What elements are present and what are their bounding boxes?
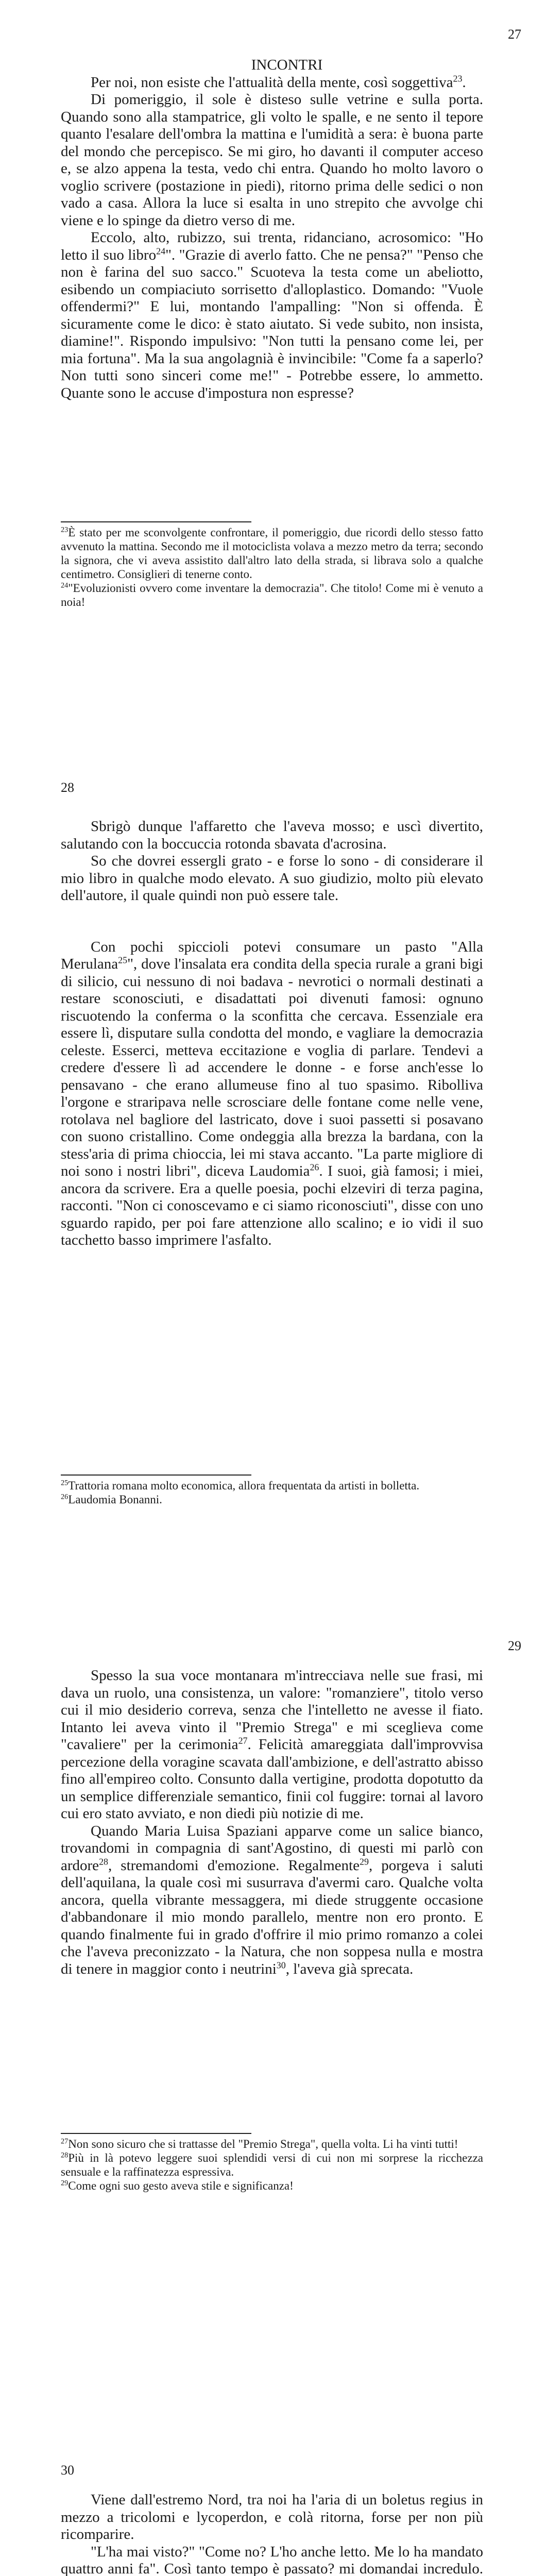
page-30 [0,2463,546,2576]
page-28 [0,773,546,1597]
text-run: Come ogni suo gesto aveva stile e significanza! [68,2179,294,2192]
page-27 [0,0,546,721]
paragraph [61,818,483,853]
footnote [61,2179,483,2193]
text-run: Con pochi spiccioli potevi consumare un pasto "Alla Merulana [61,938,483,972]
text-run: Spesso la sua voce montanara m'intrecciava nelle sue frasi, mi dava un ruolo, una consistenza, un valore: "romanziere", titolo verso cui il mio desiderio correva, senza che l'intelletto ne avesse il fiato. Intanto lei aveva vinto il "Premio Strega" e mi sceglieva come "cavaliere" per la cerimonia [61,1667,483,1753]
note-ref: 28 [99,1856,109,1867]
page-body [61,1667,483,1978]
note-ref: 25 [61,1479,69,1487]
note-ref: 27 [238,1735,248,1746]
paragraph [61,91,483,229]
text-run: , stremandomi d'emozione. Regalmente [108,1857,360,1874]
footnotes [61,1479,483,1506]
note-ref: 23 [453,73,463,83]
text-run: So che dovrei essergli grato - e forse lo sono - di considerare il mio libro in qualche modo elevato. A suo giudizio, molto più elevato dell'autore, il quale quindi non può essere tale. [61,853,483,904]
page-number: 27 [508,27,521,42]
text-run: Eccolo, alto, rubizzo, sui trenta, ridanciano, acrosomico: "Ho letto il suo libro [61,229,483,263]
paragraph [61,2492,483,2544]
text-run: È stato per me sconvolgente confrontare, il pomeriggio, due ricordi dello stesso fatto avvenuto la mattina. Secondo me il motociclista volava a mezzo metro da terra; secondo la signora, che vi aveva assistito dall'altro lato della strada, si librava solo a qualche centimetro. Consiglieri di tenerne conto. [61,526,483,581]
note-ref: 27 [61,2137,69,2146]
note-ref: 26 [61,1493,69,1501]
text-run: "L'ha mai visto?" "Come no? L'ho anche letto. Me lo ha mandato quattro anni fa". Così tanto tempo è passato? mi domandai incredulo. [61,2543,483,2576]
text-run: , porgeva i saluti dell'aquilana, la quale così mi susurrava d'avermi caro. Qualche volta ancora, quella vibrante messaggera, mi diede struggente occasione d'abbandonare il mio mondo parallelo, mentre non ero pronto. E quando finalmente fui in grado d'offrire il mio primo romanzo a colei che l'aveva preconizzato - la Natura, che non soppesa nulla e mostra di tenere in maggior conto i neutrini [61,1857,484,1977]
page-number: 28 [61,780,74,795]
text-run: "Evoluzionisti ovvero come inventare la democrazia". Che titolo! Come mi è venuto a noia! [61,582,483,608]
text-run: . [462,74,466,91]
page-body [61,2492,483,2576]
footnotes [61,526,483,609]
text-run: Trattoria romana molto economica, allora frequentata da artisti in bolletta. [68,1479,420,1492]
text-run: Per noi, non esiste che l'attualità della mente, così soggettiva [91,74,453,91]
paragraph [61,1667,483,1823]
paragraph [61,74,483,92]
footnote [61,1479,483,1493]
note-ref: 25 [118,955,128,965]
paragraph [61,853,483,905]
text-run: , l'aveva già sprecata. [285,1960,414,1977]
text-run: Di pomeriggio, il sole è disteso sulle vetrine e sulla porta. Quando sono alla stampatrice, gli volto le spalle, e ne sento il tepore quanto l'esalare dell'ombra la mattina e l'umidità a sera: è buona parte del mondo che percepisco. Se mi giro, ho davanti il computer acceso e, se alzo appena la testa, vedo chi entra. Quando ho molto lavoro o voglio scrivere (postazione in piedi), ritorno prima delle sedici o non vado a casa. Allora la luce si esalta in uno strepito che avvolge chi viene e lo spinge da dietro verso di me. [61,91,483,229]
footnote [61,526,483,581]
footnote-rule [61,2133,251,2134]
text-run: Più in là potevo leggere suoi splendidi versi di cui non mi sorprese la ricchezza sensuale e la raffinatezza espressiva. [61,2151,483,2178]
text-run: ", dove l'insalata era condita della specia rurale a grani bigi di silicio, cui nessuno di noi badava - nevrotici o normali destinati a restare sconosciuti, e disadattati poi divenuti famosi: ognuno riscuotendo la conferma o la sconfitta che cercava. Essenziale era essere lì, disputare sulla condotta del mondo, e vagliare la democrazia celeste. Esserci, metteva eccitazione e voglia di parlare. Tendevi a credere d'essere lì ad accendere le donne - e forse anch'esse lo pensavano - che erano allumeuse fino al tuo spasimo. Ribolliva l'orgone e straripava nelle scrosciare delle fontane come nelle vene, rotolava nel bagliore del lastricato, dove i suoi passetti si posavano con suono cristallino. Come ondeggia alla brezza la bardana, con la stess'aria di prima chioccia, lei mi stava accanto. "La parte migliore di noi sono i nostri libri", diceva Laudomia [61,956,483,1179]
page-body [61,57,483,402]
text-run: Sbrigò dunque l'affaretto che l'aveva mosso; e uscì divertito, salutando con la boccuccia rotonda sbavata d'acrosina. [61,818,483,852]
footnotes [61,2137,483,2193]
note-ref: 26 [310,1162,319,1173]
text-run: ". "Grazie di averlo fatto. Che ne pensa?" "Penso che non è farina del suo sacco." Scuoteva la testa come un abeliotto, esibendo un compiaciuto sorrisetto d'alloplastico. Domando: "Vuole offendermi?" E lui, montando l'ampalling: "Non si offenda. È sicuramente come le dico: è stato aiutato. Si vede subito, non insista, diamine!". Rispondo impulsivo: "Non tutti la pensano come lei, per mia fortuna". Ma la sua angolagnià è invincibile: "Come fa a saperlo? Non tutti sono sinceri come me!" - Potrebbe essere, lo ammetto. Quante sono le accuse d'impostura non espresse? [61,246,483,401]
page-number: 29 [508,1638,521,1653]
paragraph [61,2544,483,2576]
footnote [61,1493,483,1506]
footnote-rule [61,1475,251,1476]
note-ref: 30 [276,1959,286,1970]
note-ref: 24 [61,581,69,590]
text-run: Viene dall'estremo Nord, tra noi ha l'aria di un boletus regius in mezzo a tricolomi e lycoperdon, e colà ritorna, forse per non più ricomparire. [61,2492,483,2543]
page-number: 30 [61,2463,74,2478]
note-ref: 24 [156,245,166,256]
note-ref: 29 [61,2179,69,2188]
paragraph [61,1823,483,1978]
note-ref: 28 [61,2151,69,2160]
note-ref: 23 [61,526,69,534]
footnote [61,2137,483,2151]
page-29 [0,1638,546,2432]
chapter-title: INCONTRI [251,57,323,73]
paragraph [61,939,483,1249]
text-run: . I suoi, già famosi; i miei, ancora da scrivere. Era a quelle poesia, pochi elzeviri di terza pagina, racconti. "Non ci conoscevamo e ci siamo riconosciuti", disse con uno sguardo rapido, per poi fare attenzione allo scalino; e io vidi il suo tacchetto basso imprimere l'asfalto. [61,1163,483,1248]
note-ref: 29 [359,1856,369,1867]
footnote-rule [61,521,251,522]
footnote [61,2151,483,2179]
section-gap [61,905,483,939]
text-run: . Felicità amareggiata dall'improvvisa percezione della voragine scavata dall'ambizione, e dell'astratto abisso fino all'empireo colto. Consunto dalla vertigine, prodotta dopotutto da un semplice differenziale semantico, finii col fuggire: tornai al lavoro cui ero stato avviato, e non diedi più notizie di me. [61,1736,483,1822]
footnote [61,581,483,609]
page-body [61,818,483,1249]
text-run: Laudomia Bonanni. [68,1493,162,1506]
paragraph [61,229,483,402]
text-run: Non sono sicuro che si trattasse del "Premio Strega", quella volta. Li ha vinti tutti! [68,2138,458,2150]
text-run: Quando Maria Luisa Spaziani apparve come un salice bianco, trovandomi in compagnia di sant'Agostino, di questi mi parlò con ardore [61,1822,483,1874]
